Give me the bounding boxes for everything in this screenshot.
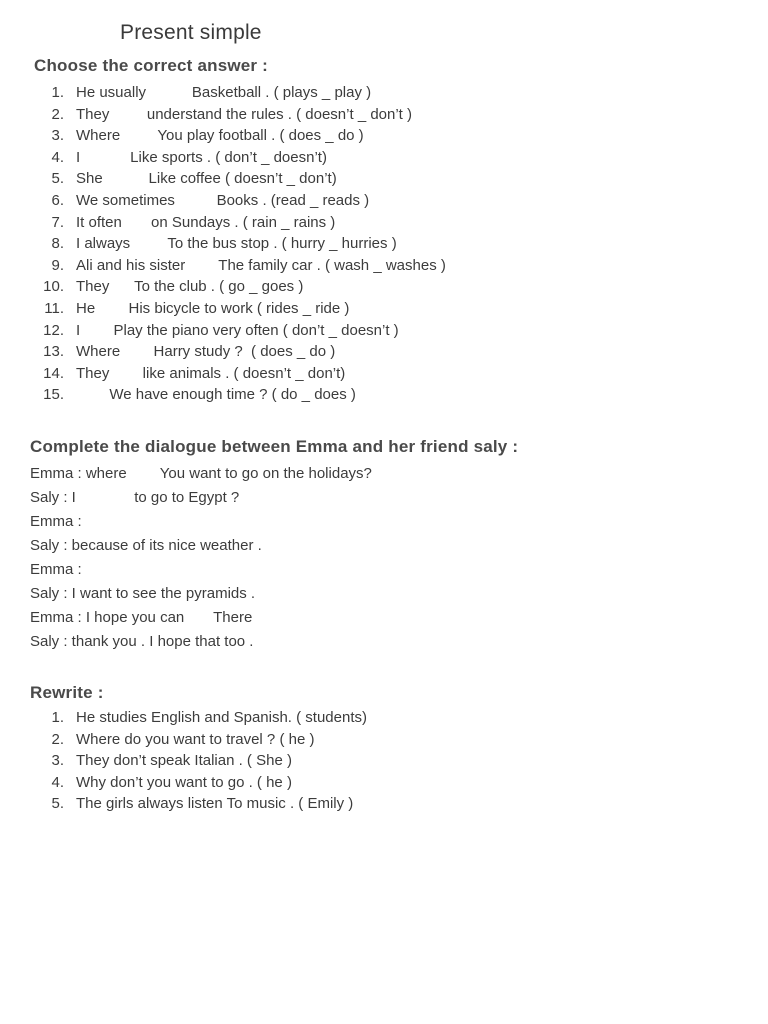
item-text: I always To the bus stop . ( hurry _ hurries ) bbox=[76, 235, 397, 253]
item-number: 3. bbox=[51, 127, 64, 145]
item-text: We have enough time ? ( do _ does ) bbox=[76, 386, 356, 404]
dialogue-line: Emma : bbox=[30, 513, 82, 530]
rewrite-list bbox=[0, 707, 700, 815]
item-number: 1. bbox=[51, 84, 64, 101]
dialogue-line: Saly : thank you . I hope that too . bbox=[30, 633, 254, 650]
list-item bbox=[0, 190, 700, 212]
item-text: They like animals . ( doesn’t _ don’t) bbox=[76, 364, 346, 382]
item-number: 2. bbox=[51, 105, 64, 123]
item-number: 1. bbox=[51, 709, 64, 726]
list-item bbox=[0, 320, 700, 342]
item-number: 14. bbox=[43, 364, 64, 382]
item-number: 4. bbox=[51, 773, 64, 791]
list-item bbox=[0, 168, 700, 190]
item-text: He usually Basketball . ( plays _ play ) bbox=[76, 84, 372, 101]
item-text: Where You play football . ( does _ do ) bbox=[76, 127, 364, 145]
dialogue-line: Emma : bbox=[30, 561, 82, 578]
section-heading-dialogue: Complete the dialogue between Emma and her friend saly : bbox=[30, 437, 519, 456]
item-number: 9. bbox=[51, 256, 64, 274]
item-text: Where do you want to travel ? ( he ) bbox=[76, 730, 315, 748]
item-text: They To the club . ( go _ goes ) bbox=[76, 278, 304, 296]
item-number: 5. bbox=[51, 795, 64, 813]
dialogue-list bbox=[30, 462, 372, 654]
item-text: He His bicycle to work ( rides _ ride ) bbox=[76, 299, 350, 317]
item-text: The girls always listen To music . ( Emily ) bbox=[76, 795, 354, 813]
list-item bbox=[0, 384, 700, 406]
item-number: 3. bbox=[51, 752, 64, 770]
list-item bbox=[0, 793, 700, 815]
item-number: 10. bbox=[43, 278, 64, 296]
list-item bbox=[0, 750, 700, 772]
list-item bbox=[0, 298, 700, 320]
list-item bbox=[0, 276, 700, 298]
dialogue-line: Saly : because of its nice weather . bbox=[30, 537, 262, 554]
dialogue-line: Saly : I to go to Egypt ? bbox=[30, 489, 240, 506]
item-number: 4. bbox=[51, 148, 64, 166]
list-item bbox=[0, 212, 700, 234]
page-title: Present simple bbox=[120, 21, 262, 44]
section-heading-rewrite: Rewrite : bbox=[30, 683, 104, 702]
list-item bbox=[0, 772, 700, 794]
item-number: 7. bbox=[51, 213, 64, 231]
list-item bbox=[0, 363, 700, 385]
list-item bbox=[0, 125, 700, 147]
item-text: They don’t speak Italian . ( She ) bbox=[76, 752, 292, 770]
dialogue-line: Saly : I want to see the pyramids . bbox=[30, 585, 256, 602]
item-number: 8. bbox=[51, 235, 64, 253]
dialogue-line: Emma : I hope you can There bbox=[30, 609, 253, 626]
list-item bbox=[0, 255, 700, 277]
item-text: It often on Sundays . ( rain _ rains ) bbox=[76, 213, 336, 231]
choose-answer-list bbox=[0, 82, 700, 406]
list-item bbox=[0, 233, 700, 255]
list-item bbox=[0, 82, 700, 104]
list-item bbox=[0, 707, 700, 729]
item-text: He studies English and Spanish. ( students) bbox=[76, 709, 367, 726]
item-number: 15. bbox=[43, 386, 64, 404]
dialogue-line: Emma : where You want to go on the holidays? bbox=[30, 465, 372, 482]
list-item bbox=[0, 147, 700, 169]
section-heading-choose: Choose the correct answer : bbox=[34, 56, 269, 75]
item-number: 12. bbox=[43, 321, 64, 339]
list-item bbox=[0, 341, 700, 363]
item-number: 11. bbox=[44, 299, 64, 317]
item-number: 5. bbox=[51, 170, 64, 188]
item-number: 6. bbox=[51, 191, 64, 209]
item-text: Where Harry study ? ( does _ do ) bbox=[76, 343, 336, 361]
item-text: I Play the piano very often ( don’t _ doesn’t ) bbox=[76, 321, 399, 339]
list-item bbox=[0, 104, 700, 126]
item-text: I Like sports . ( don’t _ doesn’t) bbox=[76, 148, 327, 166]
item-text: They understand the rules . ( doesn’t _ don’t ) bbox=[76, 105, 413, 123]
item-text: Ali and his sister The family car . ( wash _ washes ) bbox=[76, 256, 446, 274]
item-text: We sometimes Books . (read _ reads ) bbox=[76, 191, 370, 209]
item-number: 2. bbox=[51, 730, 64, 748]
list-item bbox=[0, 729, 700, 751]
item-text: Why don’t you want to go . ( he ) bbox=[76, 773, 292, 791]
item-text: She Like coffee ( doesn’t _ don’t) bbox=[76, 170, 337, 188]
item-number: 13. bbox=[43, 343, 64, 361]
